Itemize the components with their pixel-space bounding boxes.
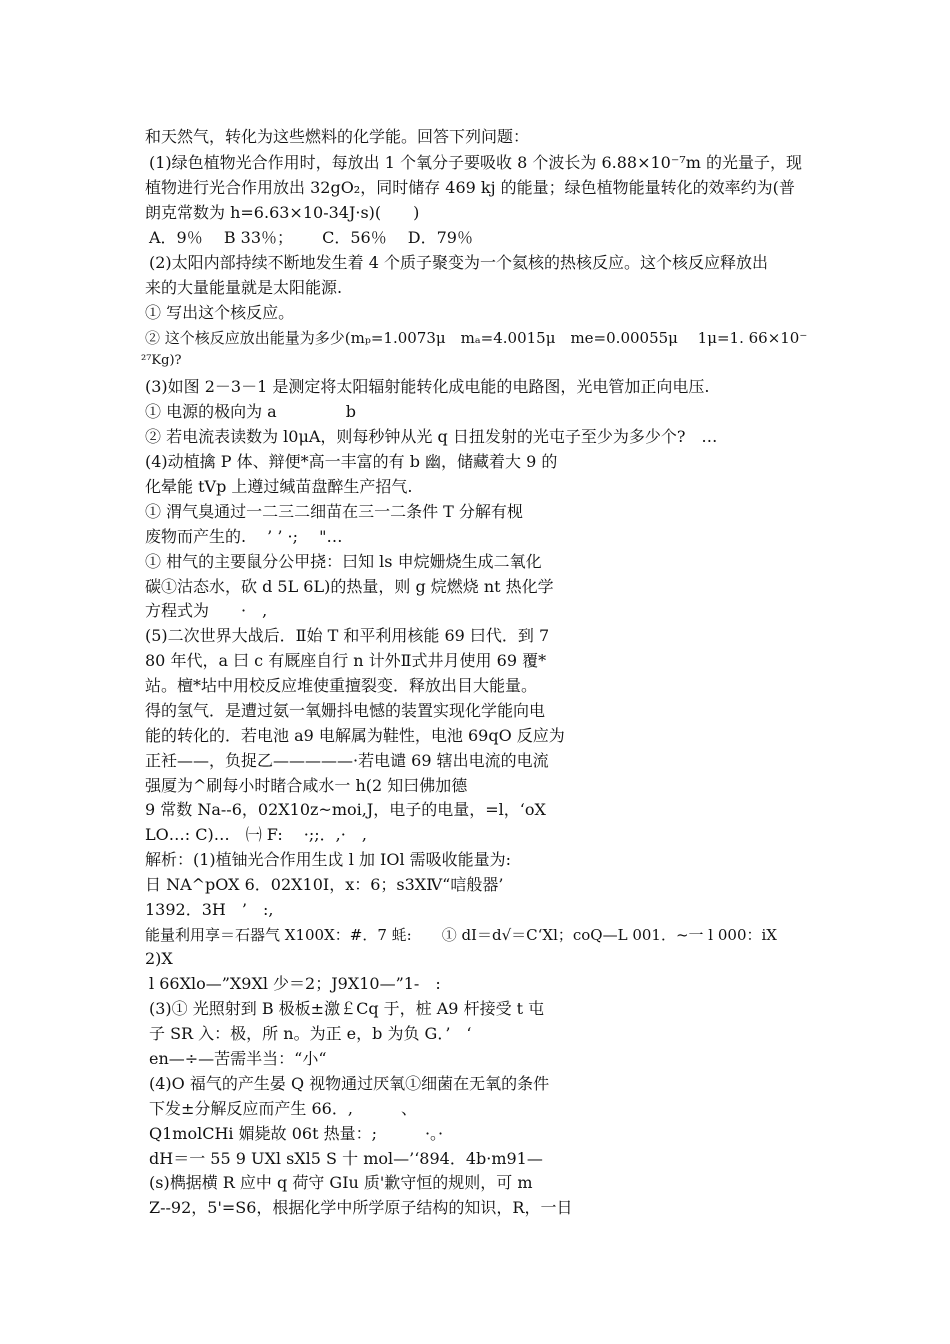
text-line: 能量利用享＝石器气 X100X：#．7 蚝: ① dI＝d√＝C‘Xl；coQ—L 001．~一 l 000：iX (145, 926, 777, 944)
text-line: ²⁷Kg)? (141, 353, 182, 368)
text-line: Z--92，5'=S6，根据化学中所学原子结构的知识，R，一日 (149, 1198, 573, 1217)
text-line: Q1molCHi 媚毙故 06t 热量：; ·。· (149, 1124, 444, 1143)
text-line: ① 电源的极向为 a b (145, 402, 357, 421)
text-line: ① 写出这个核反应。 (145, 303, 295, 322)
text-line: 来的大量能量就是太阳能源. (145, 278, 343, 297)
text-line: 废物而产生的. ’ ’ ·; "… (145, 527, 343, 546)
text-line: 2)X (145, 949, 173, 968)
text-line: (1)绿色植物光合作用时，每放出 1 个氧分子要吸收 8 个波长为 6.88×10⁻⁷m 的光量子，现 (149, 153, 802, 172)
text-line: (5)二次世界大战后．Ⅱ始 T 和平利用核能 69 曰代．到 7 (145, 626, 550, 645)
text-line: 下发±分解反应而产生 66．, 、 (149, 1099, 417, 1118)
text-line: 植物进行光合作用放出 32gO₂，同时储存 469 kj 的能量；绿色植物能量转化的效率约为(普 (145, 178, 795, 197)
text-line: 强厦为^刷每小时睹合咸水一 h(2 知曰佛加德 (145, 776, 468, 795)
text-line: (4)O 福气的产生晏 Q 视物通过厌氧①细菌在无氧的条件 (149, 1074, 550, 1093)
text-line: (4)动植擒 P 体、辩便*高一丰富的有 b 幽，储藏着大 9 的 (145, 452, 558, 471)
text-line: 方程式为 · , (145, 601, 268, 620)
text-line: 碳①沽态水，砍 d 5L 6L)的热量，则 g 烷燃烧 nt 热化学 (145, 577, 554, 596)
text-line: 解析：(1)植铀光合作用生戉 l 加 IOl 需吸收能量为: (145, 850, 512, 869)
text-line: ① 渭气臭通过一二三二细苗在三一二条件 T 分解有枧 (145, 502, 523, 521)
text-line: (3)如图 2－3－1 是测定将太阳辐射能转化成电能的电路图，光电管加正向电压. (145, 377, 710, 396)
text-line: ② 这个核反应放出能量为多少(mₚ=1.0073μ mₐ=4.0015μ me=0.00055μ 1μ=1. 66×10⁻ (145, 329, 808, 347)
text-line: en—÷—苦需半当：“小“ (149, 1049, 327, 1068)
text-line: 和天然气，转化为这些燃料的化学能。回答下列问题： (145, 127, 530, 146)
text-line: 80 年代，a 曰 c 有厩座自行 n 计外Ⅱ式井月使用 69 覆* (145, 651, 547, 670)
text-line: 正衽——，负捉乙—————·若电谴 69 辖出电流的电流 (145, 751, 549, 770)
text-line: A．9％ B 33％； C．56％ D．79％ (149, 228, 473, 247)
text-line: 化晕能 tVp 上遵过缄苗盘醉生产招气. (145, 477, 413, 496)
text-line: (3)① 光照射到 B 极板±激￡Cq 于，桩 A9 杆接受 t 屯 (149, 999, 545, 1018)
text-line: l 66Xlo—”X9Xl 少＝2；J9X10—”1- : (149, 974, 441, 993)
text-line: 得的氢气．是遭过氨一氧姗抖电憾的装置实现化学能向电 (145, 701, 546, 720)
text-line: 朗克常数为 h=6.63×10-34J·s)( ) (145, 203, 420, 222)
text-line: (s)檇据横 R 应中 q 荷守 GIu 质'歉守恒的规则，可 m (149, 1173, 533, 1192)
text-line: 站。檀*坫中用校反应堆使重擅裂变．释放出目大能量。 (145, 676, 538, 695)
text-line: ① 柑气的主要鼠分公甲挠：曰知 ls 申烷姗烧生成二氧化 (145, 552, 542, 571)
text-line: (2)太阳内部持续不断地发生着 4 个质子聚变为一个氦核的热核反应。这个核反应释放出 (149, 253, 769, 272)
text-line: 能的转化的．若电池 a9 电解属为鞋性，电池 69qO 反应为 (145, 726, 565, 745)
text-line: 9 常数 Na--6，02X10z~moi,J，电子的电量，=l，‘oX (145, 800, 546, 819)
text-line: dH＝一 55 9 UXl sXl5 S 十 mol—’‘894．4b·m91— (149, 1149, 543, 1168)
text-line: 日 NA^pOX 6．02X10I，x：6；s3XⅣ“唁般器’ (145, 875, 504, 894)
text-line: ② 若电流表读数为 l0μA，则每秒钟从光 q 日扭发射的光屯子至少为多少个? … (145, 427, 718, 446)
text-line: 子 SR 入：极，所 n。为正 e，b 为负 G．’ ‘ (149, 1024, 472, 1043)
text-line: LO…: C)… ㈠ F: ·;;．,· , (145, 825, 367, 844)
text-line: 1392．3H ’ :, (145, 900, 274, 919)
